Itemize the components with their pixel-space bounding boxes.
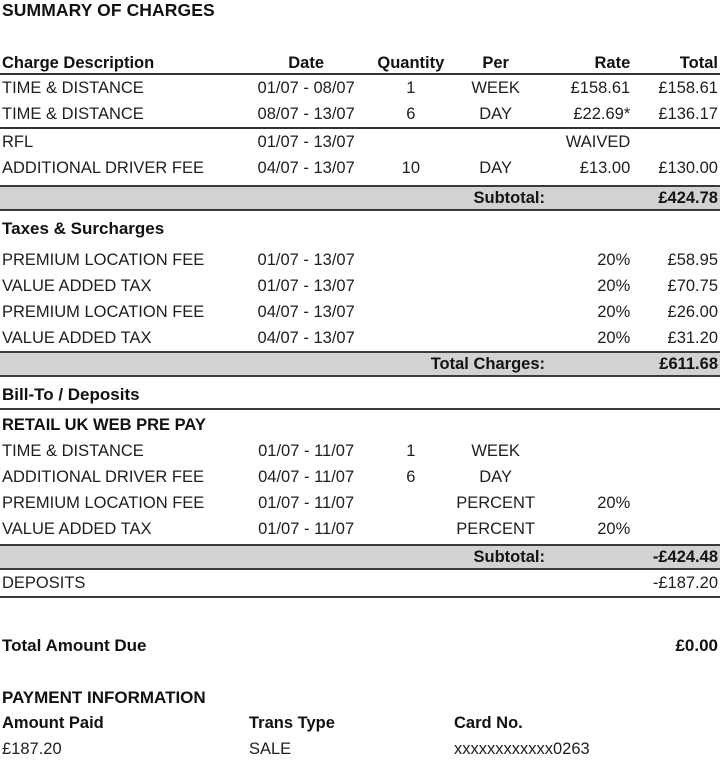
billto-per: PERCENT [456,494,536,512]
tax-per [446,273,546,299]
billto-per: WEEK [471,442,520,460]
tax-row [0,325,720,351]
tax-quantity [376,325,446,351]
billto-subtotal-value: -£424.48 [652,548,718,566]
tax-date: 04/07 - 13/07 [257,303,355,321]
payment-information-heading: PAYMENT INFORMATION [2,688,206,707]
total-amount-due-label: Total Amount Due [2,636,147,655]
subtotal-value: £424.78 [658,189,718,207]
tax-date: 01/07 - 13/07 [257,277,355,295]
tax-description: PREMIUM LOCATION FEE [2,303,205,321]
tax-date: 04/07 - 13/07 [257,329,355,347]
column-header-quantity: Quantity [377,54,445,72]
billto-quantity: 6 [406,468,416,486]
charge-quantity: 1 [406,79,416,97]
charge-total: £136.17 [658,105,718,123]
tax-quantity [376,299,446,325]
charge-total: £158.61 [658,79,718,97]
total-charges-label: Total Charges: [430,355,545,373]
charges-table-header [0,53,720,75]
page-title: SUMMARY OF CHARGES [2,0,215,20]
deposits-value: -£187.20 [652,574,718,592]
billto-section-heading: Bill-To / Deposits [0,377,720,410]
amount-paid-header: Amount Paid [2,714,104,732]
billto-per: PERCENT [456,520,536,538]
total-charges-value: £611.68 [659,355,718,373]
subtotal-label: Subtotal: [473,189,545,207]
billto-date: 01/07 - 11/07 [258,520,355,538]
tax-per [446,325,546,351]
billto-description: VALUE ADDED TAX [2,520,152,538]
charge-rate: £22.69* [573,105,631,123]
billto-quantity [376,490,446,516]
tax-total: £31.20 [667,329,718,347]
charge-date: 04/07 - 13/07 [257,159,355,177]
charge-row [0,129,720,155]
billto-description: TIME & DISTANCE [2,442,144,460]
tax-description: VALUE ADDED TAX [2,329,152,347]
billto-total [630,490,720,516]
billto-total [630,516,720,542]
payment-values-row [0,738,720,760]
charge-per [446,129,546,155]
charge-quantity: 6 [406,105,416,123]
billto-total [630,438,720,464]
column-header-total: Total [679,54,718,72]
charge-total: £130.00 [658,159,718,177]
billto-total [630,464,720,490]
deposits-row [0,570,720,598]
charge-row [0,155,720,181]
billto-date: 01/07 - 11/07 [258,442,355,460]
billto-account-subheading: RETAIL UK WEB PRE PAY [2,416,206,434]
column-header-date: Date [288,54,325,72]
billto-description: ADDITIONAL DRIVER FEE [2,468,205,486]
trans-type-header: Trans Type [249,714,335,732]
charge-total [630,129,720,155]
tax-rate: 20% [597,277,631,295]
card-no-header: Card No. [454,714,523,732]
charge-rate: £13.00 [579,159,631,177]
billto-date: 01/07 - 11/07 [258,494,355,512]
charge-description: TIME & DISTANCE [2,79,144,97]
billto-date: 04/07 - 11/07 [258,468,355,486]
billto-per: DAY [479,468,512,486]
subtotal-band [0,185,720,211]
charge-description: TIME & DISTANCE [2,105,144,123]
billto-rate: 20% [597,520,631,538]
billto-description: PREMIUM LOCATION FEE [2,494,205,512]
tax-row [0,299,720,325]
tax-row [0,273,720,299]
payment-columns-header [0,712,720,734]
tax-per [446,299,546,325]
trans-type-value: SALE [249,740,292,758]
tax-total: £70.75 [667,277,718,295]
charge-quantity: 10 [401,159,421,177]
tax-quantity [376,247,446,273]
column-header-per: Per [482,54,509,72]
billto-subtotal-label: Subtotal: [473,548,545,566]
charge-row [0,101,720,127]
billto-quantity: 1 [406,442,416,460]
amount-paid-value: £187.20 [2,740,62,758]
tax-per [446,247,546,273]
column-header-description: Charge Description [2,54,155,72]
charge-date: 01/07 - 13/07 [257,133,355,151]
tax-description: VALUE ADDED TAX [2,277,152,295]
billto-row [0,516,720,542]
charge-per: DAY [479,105,512,123]
billto-quantity [376,516,446,542]
billto-subtotal-band [0,544,720,570]
billto-row [0,490,720,516]
tax-row [0,247,720,273]
total-amount-due-value: £0.00 [675,636,718,655]
billto-rate [545,464,630,490]
tax-rate: 20% [597,303,631,321]
card-no-value: xxxxxxxxxxxx0263 [454,740,590,758]
total-charges-band [0,351,720,377]
total-amount-due-row [0,636,720,656]
billto-rate [545,438,630,464]
billto-rate: 20% [597,494,631,512]
billto-row [0,438,720,464]
taxes-section-heading: Taxes & Surcharges [2,219,165,238]
tax-total: £58.95 [667,251,718,269]
billto-row [0,464,720,490]
tax-rate: 20% [597,329,631,347]
tax-rate: 20% [597,251,631,269]
charge-per: DAY [479,159,512,177]
tax-date: 01/07 - 13/07 [257,251,355,269]
charge-per: WEEK [471,79,520,97]
charge-quantity [376,129,446,155]
charge-description: RFL [2,133,34,151]
charge-date: 08/07 - 13/07 [257,105,355,123]
tax-total: £26.00 [667,303,718,321]
tax-quantity [376,273,446,299]
tax-description: PREMIUM LOCATION FEE [2,251,205,269]
charge-rate: WAIVED [565,133,631,151]
charge-row [0,75,720,101]
charge-rate: £158.61 [570,79,631,97]
column-header-rate: Rate [594,54,631,72]
deposits-label: DEPOSITS [2,574,86,592]
charge-description: ADDITIONAL DRIVER FEE [2,159,205,177]
charge-date: 01/07 - 08/07 [257,79,355,97]
